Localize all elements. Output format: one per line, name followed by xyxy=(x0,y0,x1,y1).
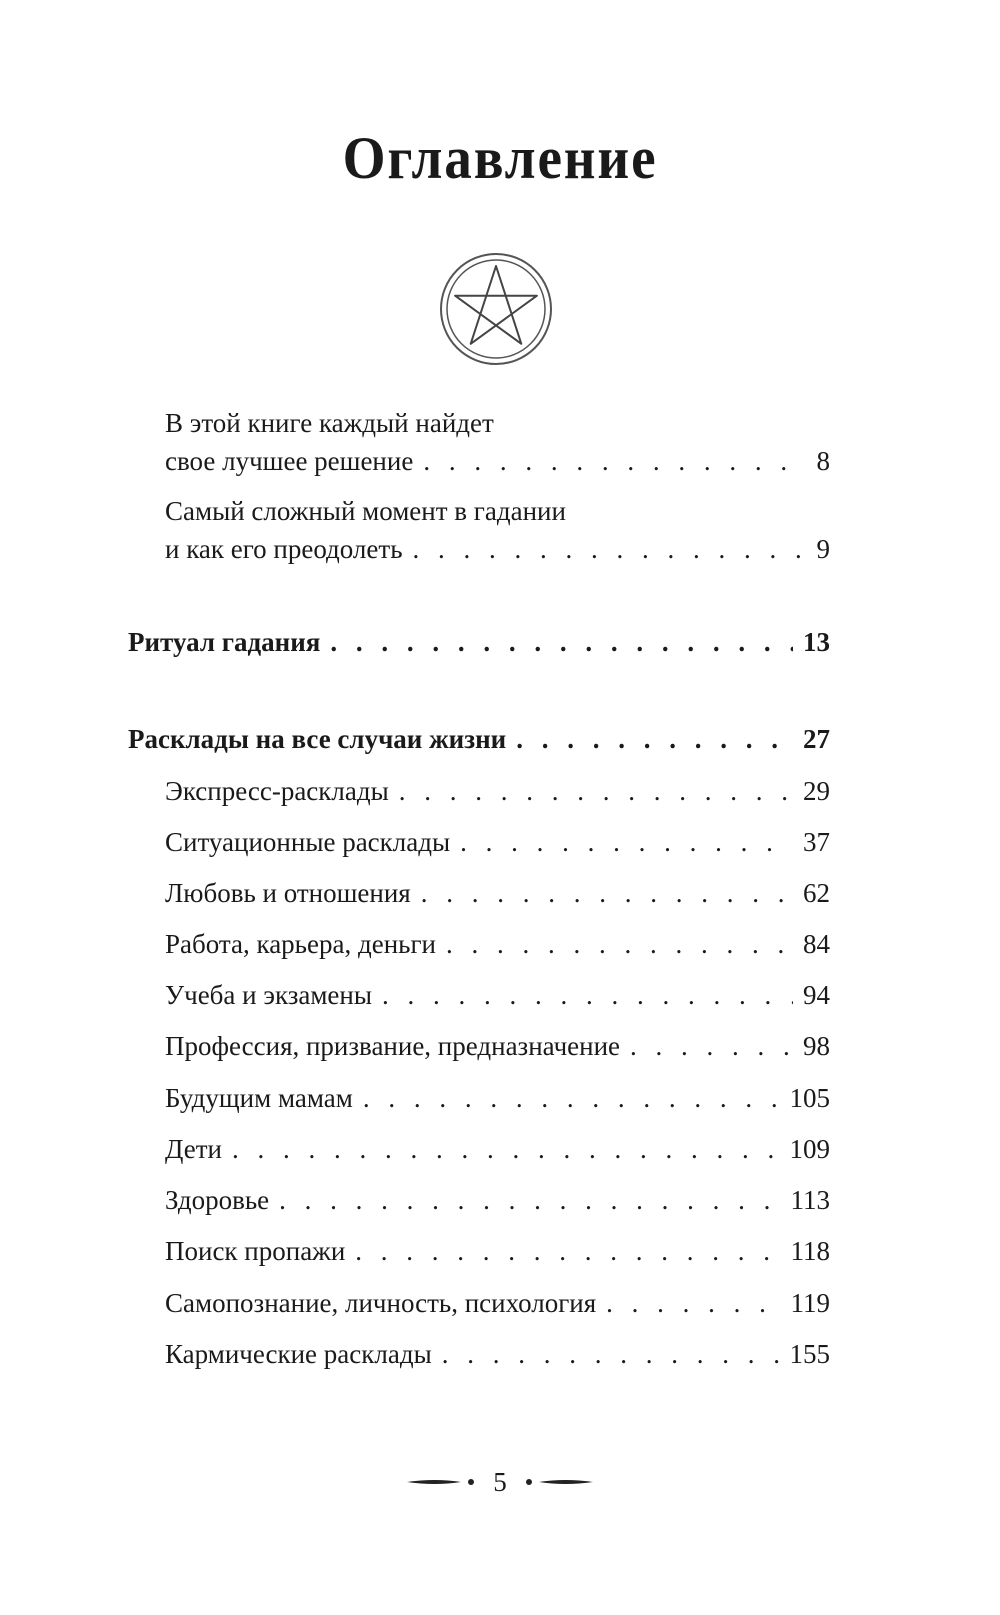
toc-subentry-title: Любовь и отношения xyxy=(165,878,411,908)
toc-page-number: 37 xyxy=(803,827,830,857)
dot-leader xyxy=(516,720,793,758)
page-footer xyxy=(0,1462,1000,1502)
toc-subentry[interactable] xyxy=(165,772,830,810)
dot-leader xyxy=(330,623,793,661)
toc-subentry-title: Дети xyxy=(165,1134,222,1164)
toc-page-number: 109 xyxy=(789,1134,830,1164)
toc-subentry[interactable] xyxy=(165,1335,830,1373)
toc-entry-title-line1: Самый сложный момент в гадании xyxy=(165,496,566,526)
toc-entry-intro[interactable] xyxy=(165,404,830,480)
toc-section[interactable] xyxy=(128,720,830,758)
toc-page-number: 113 xyxy=(790,1185,830,1215)
toc-section-title: Ритуал гадания xyxy=(128,627,321,657)
toc-subentry-title: Ситуационные расклады xyxy=(165,827,451,857)
toc-subentry-title: Кармические расклады xyxy=(165,1339,432,1369)
toc-page-number: 62 xyxy=(803,878,830,908)
toc-subentry[interactable] xyxy=(165,1079,830,1117)
dot-leader xyxy=(413,530,807,568)
toc-section-title: Расклады на все случаи жизни xyxy=(128,724,507,754)
toc-entry-title-line2: свое лучшее решение xyxy=(165,446,414,476)
toc-page-number: 105 xyxy=(789,1083,830,1113)
toc-entry-title-line1: В этой книге каждый найдет xyxy=(165,408,494,438)
toc-subentry[interactable] xyxy=(165,976,830,1014)
toc-entry-title-line2: и как его преодолеть xyxy=(165,534,403,564)
toc-page-number: 84 xyxy=(803,929,830,959)
toc-subentry-title: Профессия, призвание, предназначение xyxy=(165,1031,621,1061)
dot-leader xyxy=(606,1284,780,1322)
toc-subentry[interactable] xyxy=(165,1284,830,1322)
dot-leader xyxy=(421,874,793,912)
dot-leader xyxy=(630,1027,793,1065)
dot-leader xyxy=(232,1130,780,1168)
flourish-left-icon xyxy=(405,1475,477,1489)
toc-page-number: 119 xyxy=(790,1288,830,1318)
toc-page-number: 9 xyxy=(816,534,830,564)
toc-page-number: 118 xyxy=(790,1236,830,1266)
toc-subentry[interactable] xyxy=(165,823,830,861)
toc-entry-intro[interactable] xyxy=(165,492,830,568)
toc-page-number: 98 xyxy=(803,1031,830,1061)
toc-subentry-title: Будущим мамам xyxy=(165,1083,353,1113)
page-title: Оглавление xyxy=(342,125,658,191)
toc-subentry[interactable] xyxy=(165,1232,830,1270)
toc-page-number: 155 xyxy=(789,1339,830,1369)
toc-page-number: 27 xyxy=(803,724,830,754)
toc-page-number: 29 xyxy=(803,776,830,806)
toc-subentry-title: Самопознание, личность, психология xyxy=(165,1288,597,1318)
toc-subentry[interactable] xyxy=(165,925,830,963)
toc-page-number: 8 xyxy=(816,446,830,476)
toc-page-number: 94 xyxy=(803,980,830,1010)
flourish-right-icon xyxy=(523,1475,595,1489)
dot-leader xyxy=(355,1232,780,1270)
toc-subentry[interactable] xyxy=(165,1130,830,1168)
toc-subentry-title: Экспресс-расклады xyxy=(165,776,389,806)
dot-leader xyxy=(460,823,793,861)
dot-leader xyxy=(382,976,793,1014)
dot-leader xyxy=(363,1079,780,1117)
toc-subentry-title: Здоровье xyxy=(165,1185,270,1215)
page-number: 5 xyxy=(493,1466,507,1497)
toc-subentry-title: Поиск пропажи xyxy=(165,1236,346,1266)
dot-leader xyxy=(442,1335,780,1373)
dot-leader xyxy=(423,442,806,480)
toc-subentry[interactable] xyxy=(165,1027,830,1065)
dot-leader xyxy=(446,925,793,963)
toc-subentry[interactable] xyxy=(165,1181,830,1219)
dot-leader xyxy=(279,1181,780,1219)
toc-subentry-title: Учеба и экзамены xyxy=(165,980,373,1010)
toc-subentry-title: Работа, карьера, деньги xyxy=(165,929,436,959)
toc-page-number: 13 xyxy=(803,627,830,657)
dot-leader xyxy=(399,772,793,810)
toc-section[interactable] xyxy=(128,623,830,661)
toc-subentry[interactable] xyxy=(165,874,830,912)
